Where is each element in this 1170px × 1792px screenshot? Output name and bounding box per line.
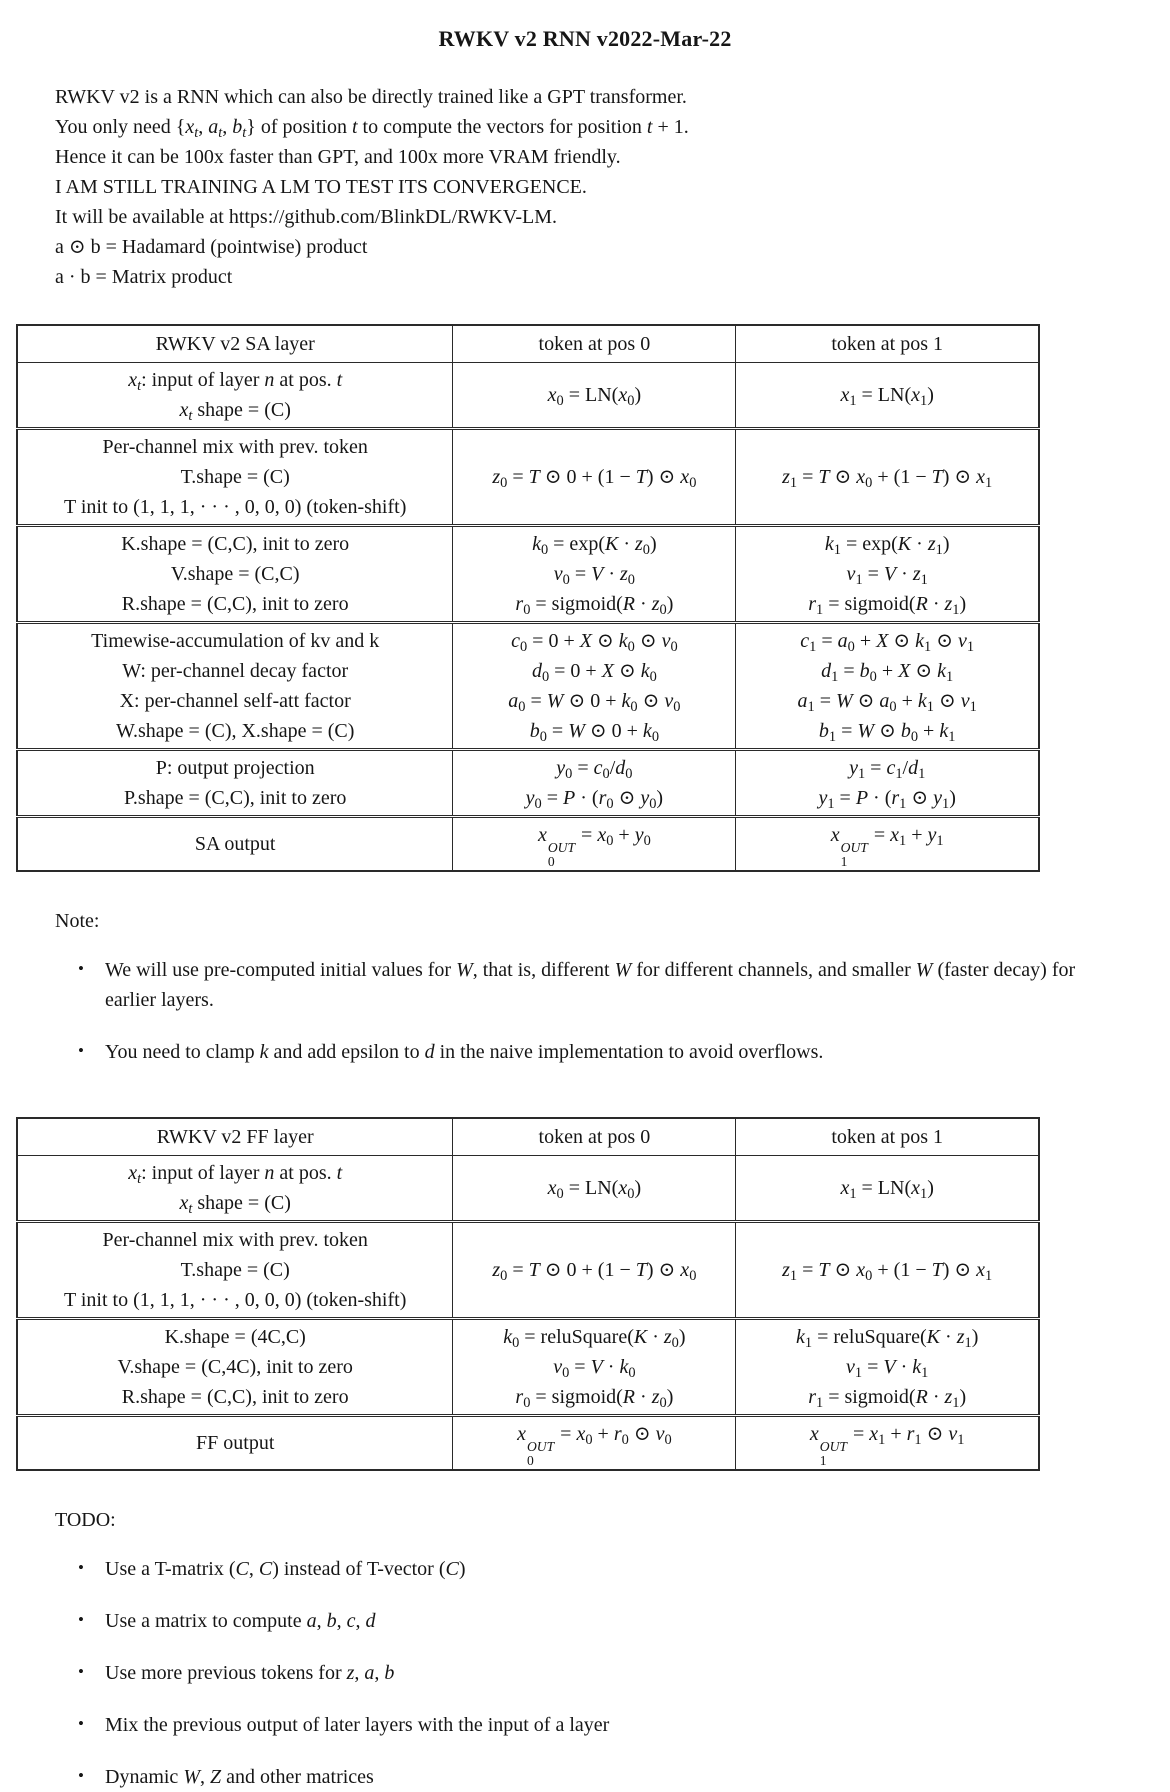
pos0-cell [453, 1222, 736, 1319]
bullet-item: • Dynamic W, Z and other matrices [105, 1762, 1125, 1792]
pos1-cell [736, 1156, 1039, 1222]
row-label-cell [17, 750, 453, 817]
formula-line: $x_t$: input of layer n at pos. t [128, 369, 343, 395]
table-row [17, 1319, 1039, 1416]
formula-line: K.shape = (4C,C) [164, 1326, 306, 1349]
formula-line: $a_1 = W$ ⊙ $a_0 + k_1$ ⊙ $v_1$ [797, 690, 977, 716]
formula-line: X: per-channel self-att factor [119, 690, 351, 712]
formula-line: x OUT 0 = $x_0 + y_0$ [537, 824, 651, 869]
formula-line: $d_1 = b_0 + X$ ⊙ $k_1$ [821, 660, 954, 686]
pos1-cell [736, 526, 1039, 623]
formula-line: R.shape = (C,C), init to zero [121, 593, 349, 615]
formula-line: SA output [194, 833, 276, 856]
formula-line: $d_0 = 0 + X$ ⊙ $k_0$ [531, 660, 657, 686]
pos0-cell [453, 1416, 736, 1471]
bullet-item: • You need to clamp k and add epsilon to d in the naive implementation to avoid overflows. [105, 1037, 1125, 1067]
pos0-cell [453, 363, 736, 429]
formula-line: $b_0 = W$ ⊙ $0 + k_0$ [529, 720, 660, 746]
formula-line: $y_1 = P \cdot (r_1$ ⊙ $y_1$) [818, 787, 956, 813]
formula-line: $z_1 = T$ ⊙ $x_0 + (1 - T)$ ⊙ $x_1$ [782, 466, 993, 492]
pos1-cell [736, 429, 1039, 526]
table-row [17, 817, 1039, 872]
formula-line: W.shape = (C), X.shape = (C) [115, 720, 355, 742]
table-row [17, 623, 1039, 750]
table-row [17, 526, 1039, 623]
formula-line: $c_1 = a_0 + X$ ⊙ $k_1$ ⊙ $v_1$ [800, 630, 975, 656]
table-row [17, 750, 1039, 817]
pos1-cell [736, 817, 1039, 872]
formula-line: Per-channel mix with prev. token [102, 1229, 368, 1252]
formula-line: $z_0 = T$ ⊙ 0 + (1 − T) ⊙ $x_0$ [492, 466, 697, 492]
pos0-cell [453, 429, 736, 526]
formula-line: $r_0$ = sigmoid(R · $z_0$) [515, 593, 674, 619]
pos0-cell [453, 1319, 736, 1416]
formula-line: $v_1 = V \cdot z_1$ [846, 563, 928, 589]
column-header: token at pos 1 [736, 325, 1039, 363]
text-line: a · b = Matrix product [55, 266, 233, 288]
table-row [17, 1156, 1039, 1222]
row-label-cell [17, 526, 453, 623]
formula-line: $z_0 = T$ ⊙ 0 + (1 − T) ⊙ $x_0$ [492, 1259, 697, 1285]
formula-line: FF output [196, 1432, 275, 1455]
table-row [17, 1222, 1039, 1319]
formula-line: $v_1 = V \cdot k_1$ [846, 1356, 929, 1382]
formula-line: $y_1 = c_1/d_1$ [849, 757, 926, 783]
table-row [17, 1416, 1039, 1471]
formula-line: R.shape = (C,C), init to zero [121, 1386, 349, 1409]
row-label-cell [17, 429, 453, 526]
formula-line: $a_0 = W$ ⊙ $0 + k_0$ ⊙ $v_0$ [508, 690, 681, 716]
row-label-cell [17, 623, 453, 750]
formula-line: Per-channel mix with prev. token [102, 436, 368, 458]
pos1-cell [736, 1319, 1039, 1416]
formula-line: $x_0 = LN(x_0)$ [547, 384, 642, 410]
text-line: Hence it can be 100x faster than GPT, and 100x more VRAM friendly. [55, 146, 621, 168]
pos0-cell [453, 526, 736, 623]
pos0-cell [453, 750, 736, 817]
formula-line: $x_t$ shape = (C) [179, 399, 291, 425]
row-label-cell [17, 1319, 453, 1416]
row-label-cell [17, 363, 453, 429]
bullet-item: • Use a matrix to compute a, b, c, d [105, 1606, 1125, 1636]
formula-line: K.shape = (C,C), init to zero [121, 533, 350, 555]
text-line: It will be available at https://github.com/BlinkDL/RWKV-LM. [55, 206, 557, 228]
formula-line: $z_1 = T$ ⊙ $x_0 + (1 - T)$ ⊙ $x_1$ [782, 1259, 993, 1285]
ff-layer-table [16, 1117, 1040, 1471]
formula-line: W: per-channel decay factor [122, 660, 349, 682]
text-line: RWKV v2 is a RNN which can also be directly trained like a GPT transformer. [55, 86, 687, 108]
row-label-cell [17, 817, 453, 872]
formula-line: $r_1$ = sigmoid(R · $z_1$) [808, 1386, 967, 1412]
bullet-item: • Use a T-matrix (C, C) instead of T-vector (C) [105, 1554, 1125, 1584]
formula-line: $x_t$ shape = (C) [179, 1192, 291, 1218]
formula-line: Timewise-accumulation of kv and k [91, 630, 380, 652]
sa-layer-table [16, 324, 1040, 872]
formula-line: $v_0 = V \cdot z_0$ [553, 563, 635, 589]
table-row [17, 363, 1039, 429]
pos1-cell [736, 623, 1039, 750]
pos1-cell [736, 1416, 1039, 1471]
text-line: You only need {$x_t$, $a_t$, $b_t$} of position t to compute the vectors for position t + 1. [55, 116, 689, 142]
column-header: RWKV v2 FF layer [17, 1118, 453, 1156]
pos1-cell [736, 363, 1039, 429]
text-line: I AM STILL TRAINING A LM TO TEST ITS CONVERGENCE. [55, 176, 587, 198]
row-label-cell [17, 1416, 453, 1471]
formula-line: V.shape = (C,4C), init to zero [117, 1356, 353, 1379]
formula-line: $v_0 = V \cdot k_0$ [553, 1356, 636, 1382]
todo-list [55, 1554, 1125, 1792]
formula-line: T init to (1, 1, 1, · · · , 0, 0, 0) (token-shift) [64, 1289, 407, 1312]
bullet-item: • We will use pre-computed initial values for W, that is, different W for different channels, and smaller W (faster decay) for earlier layers. [105, 955, 1125, 1015]
formula-line: T init to (1, 1, 1, · · · , 0, 0, 0) (token-shift) [64, 496, 407, 518]
formula-line: T.shape = (C) [180, 1259, 290, 1282]
formula-line: x OUT 1 = $x_1 + y_1$ [830, 824, 944, 869]
column-header: token at pos 1 [736, 1118, 1039, 1156]
formula-line: $x_t$: input of layer n at pos. t [128, 1162, 343, 1188]
note-heading: Note: [55, 910, 100, 933]
note-list [55, 955, 1125, 1067]
formula-line: $k_0$ = reluSquare(K · $z_0$) [503, 1326, 686, 1352]
pos0-cell [453, 623, 736, 750]
formula-line: V.shape = (C,C) [170, 563, 300, 585]
pos0-cell [453, 1156, 736, 1222]
intro-paragraph [55, 82, 1130, 292]
bullet-item: • Use more previous tokens for z, a, b [105, 1658, 1125, 1688]
page-title: RWKV v2 RNN v2022-Mar-22 [438, 26, 732, 51]
formula-line: P: output projection [155, 757, 315, 779]
pos1-cell [736, 1222, 1039, 1319]
document-page [0, 26, 1170, 1789]
row-label-cell [17, 1222, 453, 1319]
pos1-cell [736, 750, 1039, 817]
row-label-cell [17, 1156, 453, 1222]
formula-line: $x_1 = LN(x_1)$ [840, 1177, 934, 1203]
column-header: token at pos 0 [453, 325, 736, 363]
formula-line: x OUT 0 = $x_0 + r_0$ ⊙ $v_0$ [517, 1423, 672, 1468]
formula-line: $k_1$ = reluSquare(K · $z_1$) [796, 1326, 979, 1352]
formula-line: $c_0 = 0 + X$ ⊙ $k_0$ ⊙ $v_0$ [511, 630, 678, 656]
formula-line: $y_0 = c_0/d_0$ [556, 757, 633, 783]
column-header: RWKV v2 SA layer [17, 325, 453, 363]
formula-line: $k_1 = \exp(K \cdot z_1)$ [824, 533, 950, 559]
formula-line: $r_1$ = sigmoid(R · $z_1$) [808, 593, 967, 619]
pos0-cell [453, 817, 736, 872]
header-row [17, 1118, 1039, 1156]
header-row [17, 325, 1039, 363]
formula-line: $y_0 = P \cdot (r_0$ ⊙ $y_0$) [525, 787, 664, 813]
text-line: a ⊙ b = Hadamard (pointwise) product [55, 236, 368, 258]
column-header: token at pos 0 [453, 1118, 736, 1156]
formula-line: $x_0 = LN(x_0)$ [547, 1177, 642, 1203]
formula-line: x OUT 1 = $x_1 + r_1$ ⊙ $v_1$ [809, 1423, 965, 1468]
table-row [17, 429, 1039, 526]
formula-line: $r_0$ = sigmoid(R · $z_0$) [515, 1386, 674, 1412]
formula-line: P.shape = (C,C), init to zero [124, 787, 347, 809]
formula-line: $b_1 = W$ ⊙ $b_0 + k_1$ [818, 720, 956, 746]
formula-line: $k_0 = \exp(K \cdot z_0)$ [532, 533, 657, 559]
formula-line: T.shape = (C) [180, 466, 290, 488]
todo-heading: TODO: [55, 1509, 116, 1532]
bullet-item: • Mix the previous output of later layers with the input of a layer [105, 1710, 1125, 1740]
formula-line: $x_1 = LN(x_1)$ [840, 384, 934, 410]
